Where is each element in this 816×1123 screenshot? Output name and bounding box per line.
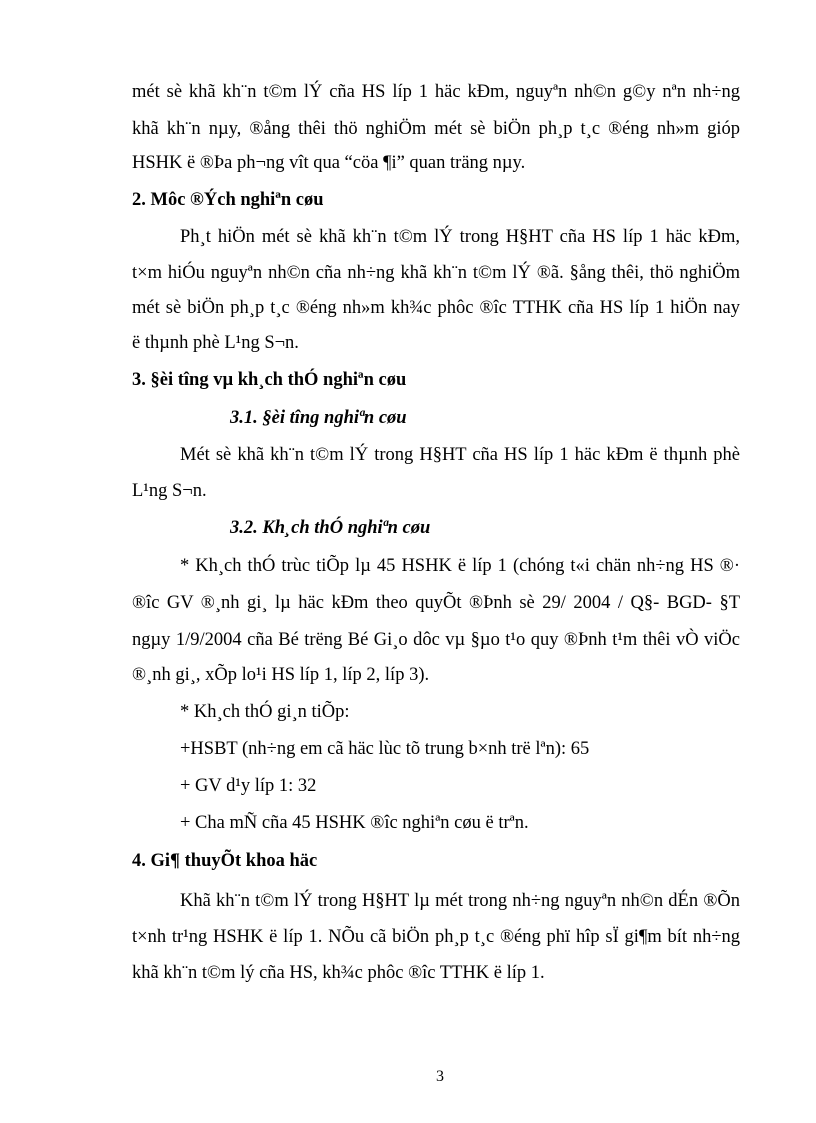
body-text-line: Khã kh¨n t©m lÝ trong H§HT lµ mét trong nh÷ng nguyªn nh©n dÉn ®Õn — [180, 891, 740, 911]
section-heading: 4. Gi¶ thuyÕt khoa häc — [132, 851, 318, 871]
section-heading: 3. §èi tîng vµ kh¸ch thÓ nghiªn cøu — [132, 370, 407, 390]
page-number: 3 — [436, 1068, 444, 1085]
body-text-line: t×m hiÓu nguyªn nh©n cña nh÷ng khã kh¨n t©m lÝ ®ã. §ång thêi, thö nghiÖm — [132, 263, 740, 283]
body-text-line: khã kh¨n nµy, ®ång thêi thö nghiÖm mét sè biÖn ph¸p t¸c ®éng nh»m gióp — [132, 119, 740, 139]
body-text-line: HSHK ë ®Þa ph¬ng vît qua “cöa ¶i” quan träng nµy. — [132, 153, 526, 173]
body-text-line: Mét sè khã kh¨n t©m lÝ trong H§HT cña HS líp 1 häc kÐm ë thµnh phè — [180, 445, 740, 465]
body-text-line: Ph¸t hiÖn mét sè khã kh¨n t©m lÝ trong H§HT cña HS líp 1 häc kÐm, — [180, 227, 740, 247]
body-text-line: ®îc GV ®¸nh gi¸ lµ häc kÐm theo quyÕt ®Þnh sè 29/ 2004 / Q§- BGD- §T — [132, 593, 740, 613]
body-text-line: khã kh¨n t©m lý cña HS, kh¾c phôc ®îc TTHK ë líp 1. — [132, 963, 545, 983]
subsection-heading: 3.2. Kh¸ch thÓ nghiªn cøu — [230, 518, 431, 538]
body-text-line: L¹ng S¬n. — [132, 481, 207, 501]
list-item: +HSBT (nh÷ng em cã häc lùc tõ trung b×nh trë lªn): 65 — [180, 739, 590, 759]
body-text-line: ®¸nh gi¸, xÕp lo¹i HS líp 1, líp 2, líp 3). — [132, 665, 430, 685]
body-text-line: mét sè biÖn ph¸p t¸c ®éng nh»m kh¾c phôc ®îc TTHK cña HS líp 1 hiÖn nay — [132, 298, 740, 318]
body-text-line: * Kh¸ch thÓ gi¸n tiÕp: — [180, 702, 350, 722]
section-heading: 2. Môc ®Ých nghiªn cøu — [132, 190, 324, 210]
body-text-line: t×nh tr¹ng HSHK ë líp 1. NÕu cã biÖn ph¸p t¸c ®éng phï hîp sÏ gi¶m bít nh÷ng — [132, 927, 740, 947]
body-text-line: * Kh¸ch thÓ trùc tiÕp lµ 45 HSHK ë líp 1 (chóng t«i chän nh÷ng HS ®· — [180, 556, 740, 576]
body-text-line: ngµy 1/9/2004 cña Bé trëng Bé Gi¸o dôc vµ §µo t¹o quy ®Þnh t¹m thêi vÒ viÖc — [132, 630, 740, 650]
body-text-line: ë thµnh phè L¹ng S¬n. — [132, 333, 299, 353]
subsection-heading: 3.1. §èi tîng nghiªn cøu — [230, 408, 407, 428]
list-item: + GV d¹y líp 1: 32 — [180, 776, 317, 796]
body-text-line: mét sè khã kh¨n t©m lÝ cña HS líp 1 häc kÐm, nguyªn nh©n g©y nªn nh÷ng — [132, 82, 740, 102]
list-item: + Cha mÑ cña 45 HSHK ®îc nghiªn cøu ë trªn. — [180, 813, 529, 833]
